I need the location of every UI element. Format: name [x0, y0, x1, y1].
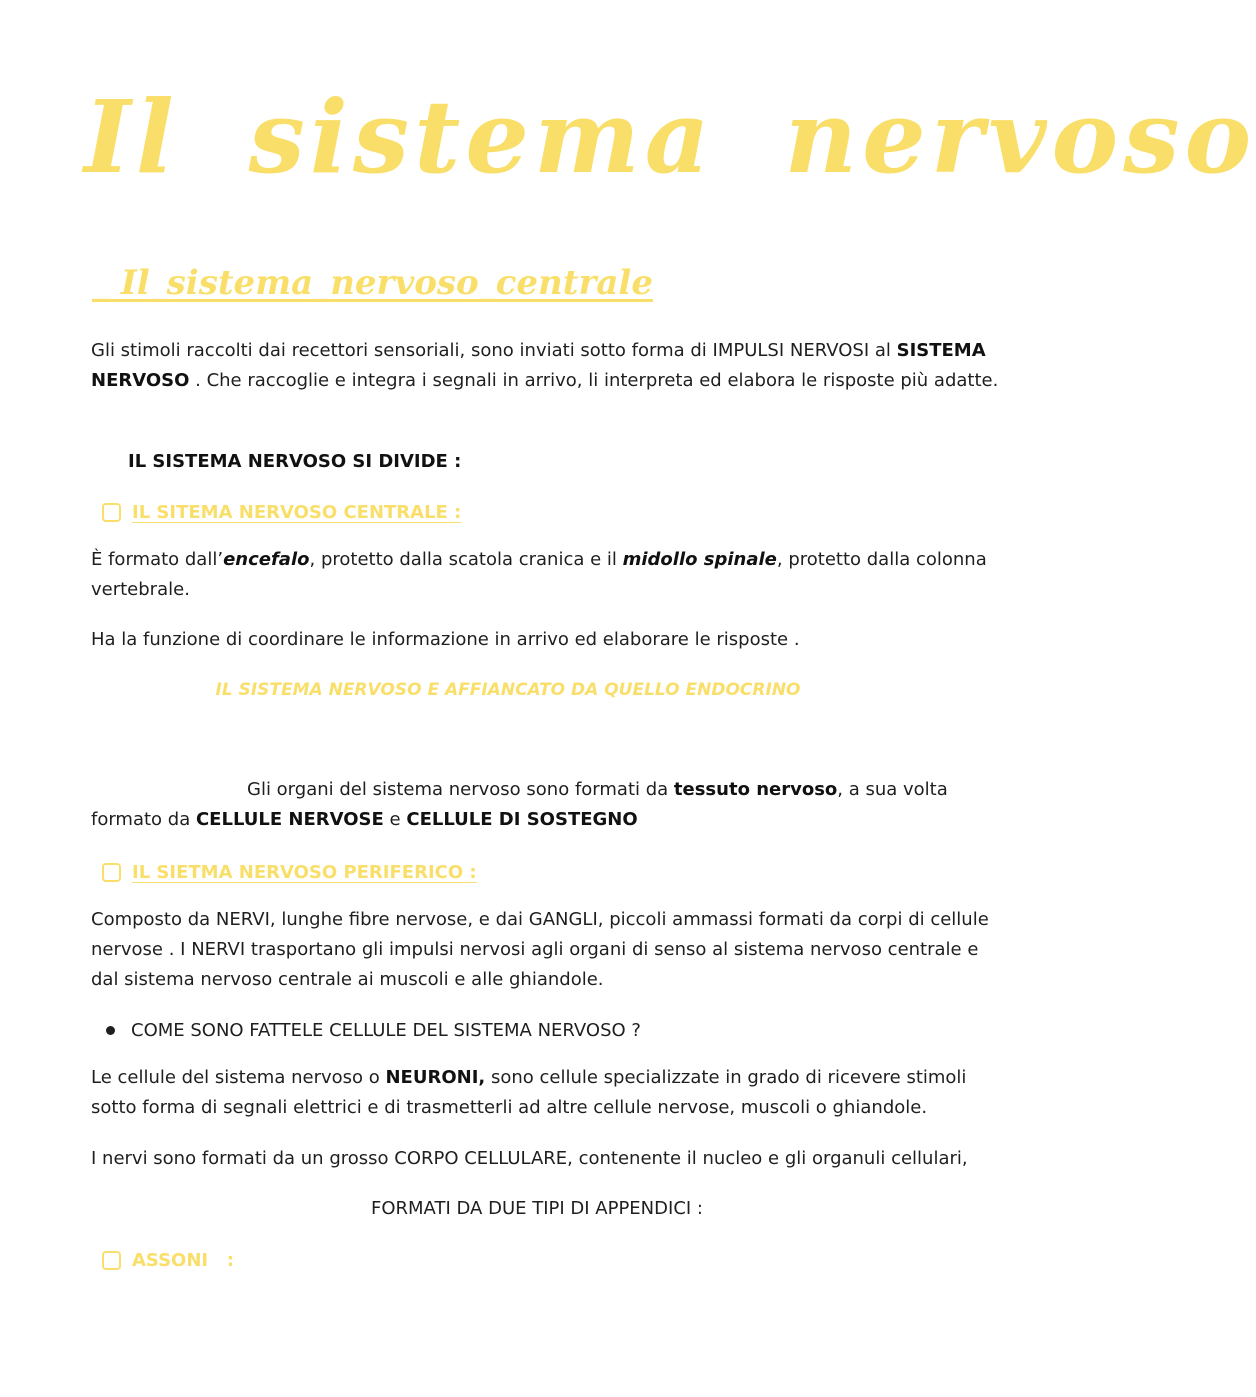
section-title-central-nervous-system: _ Il_sistema_nervoso_centrale	[92, 263, 653, 303]
neurons-bold: NEURONI,	[385, 1067, 486, 1088]
peripheral-description: Composto da NERVI, lunghe fibre nervose, e dai GANGLI, piccoli ammassi formati da corpi di cellule nervose . I NERVI trasportano gli impulsi nervosi agli organi di senso al sistema nervoso centrale e dal sistema nervoso centrale ai muscoli e alle ghiandole.	[91, 909, 989, 990]
central-function: Ha la funzione di coordinare le informazione in arrivo ed elaborare le risposte .	[91, 629, 800, 650]
checkbox-icon[interactable]	[102, 1251, 121, 1270]
checklist-item-peripheral[interactable]	[102, 857, 477, 887]
term-encefalo: encefalo	[223, 549, 310, 570]
tissue-text-3: e	[383, 809, 407, 830]
intro-paragraph	[91, 336, 1001, 396]
central-text-3: , protetto dalla colonna vertebrale.	[91, 549, 987, 600]
bullet-question	[106, 1015, 641, 1045]
page-title: Il sistema nervoso	[84, 78, 1256, 196]
central-text-2: , protetto dalla scatola cranica e il	[309, 549, 623, 570]
tissue-bold-2: CELLULE NERVOSE	[195, 809, 384, 830]
checkbox-icon[interactable]	[102, 863, 121, 882]
tissue-bold-1: tessuto nervoso	[673, 779, 838, 800]
intro-bold-term: SISTEMA NERVOSO	[91, 340, 986, 391]
checklist-item-central[interactable]	[102, 497, 461, 527]
tissue-paragraph	[91, 775, 1001, 835]
central-description	[91, 545, 1001, 605]
central-text-1: È formato dall’	[91, 549, 224, 570]
central-label: IL SITEMA NERVOSO CENTRALE :	[132, 501, 462, 523]
checkbox-icon[interactable]	[102, 503, 121, 522]
tissue-text-2: , a sua volta formato da	[91, 779, 948, 830]
neurons-text-2: sono cellule specializzate in grado di ricevere stimoli sotto forma di segnali elettrici e di trasmetterli ad altre cellule nervose, muscoli o ghiandole.	[91, 1067, 967, 1118]
bullet-icon	[106, 1026, 115, 1035]
bullet-question-text: COME SONO FATTELE CELLULE DEL SISTEMA NERVOSO ?	[131, 1019, 641, 1041]
peripheral-label: IL SIETMA NERVOSO PERIFERICO :	[132, 861, 477, 883]
nerves-paragraph: I nervi sono formati da un grosso CORPO CELLULARE, contenente il nucleo e gli organuli cellulari,	[91, 1148, 968, 1169]
tissue-bold-3: CELLULE DI SOSTEGNO	[406, 809, 638, 830]
endocrine-note: IL SISTEMA NERVOSO E AFFIANCATO DA QUELLO ENDOCRINO	[215, 680, 801, 700]
intro-text-2: . Che raccoglie e integra i segnali in arrivo, li interpreta ed elabora le risposte più adatte.	[189, 370, 999, 391]
tissue-text-1: Gli organi del sistema nervoso sono formati da	[247, 779, 674, 800]
term-midollo-spinale: midollo spinale	[622, 549, 777, 570]
divide-heading: IL SISTEMA NERVOSO SI DIVIDE :	[128, 451, 462, 472]
axons-label: ASSONI :	[132, 1249, 235, 1271]
intro-text-1: Gli stimoli raccolti dai recettori sensoriali, sono inviati sotto forma di IMPULSI NERVOSI al	[91, 340, 897, 361]
neurons-paragraph	[91, 1063, 1001, 1123]
appendices-heading: FORMATI DA DUE TIPI DI APPENDICI :	[371, 1198, 703, 1219]
checklist-item-axons[interactable]	[102, 1245, 234, 1275]
neurons-text-1: Le cellule del sistema nervoso o	[91, 1067, 386, 1088]
